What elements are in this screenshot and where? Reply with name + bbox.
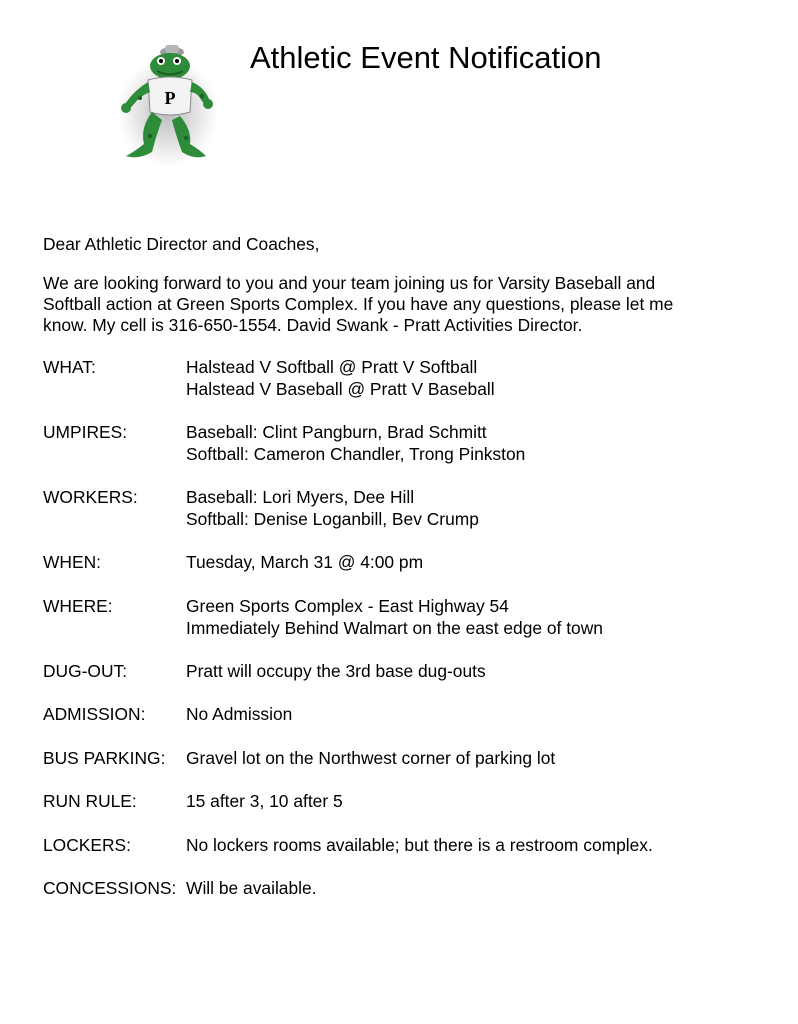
detail-line: Pratt will occupy the 3rd base dug-outs: [186, 661, 486, 681]
detail-label: DUG-OUT:: [43, 661, 128, 681]
detail-label: UMPIRES:: [43, 422, 128, 442]
detail-value: [186, 595, 603, 639]
detail-value: [186, 551, 423, 573]
greeting: Dear Athletic Director and Coaches,: [43, 234, 320, 254]
detail-line: Gravel lot on the Northwest corner of parking lot: [186, 748, 556, 768]
detail-value: [186, 703, 292, 725]
detail-label: WHEN:: [43, 552, 101, 572]
detail-value: [186, 747, 555, 769]
intro-line: We are looking forward to you and your team joining us for Varsity Baseball and: [43, 273, 656, 293]
detail-value: [186, 790, 343, 812]
intro-paragraph: [43, 273, 673, 336]
frog-mascot-logo: [110, 40, 220, 165]
detail-line: Halstead V Softball @ Pratt V Softball: [186, 357, 478, 377]
detail-label: RUN RULE:: [43, 791, 137, 811]
detail-value: [186, 356, 495, 400]
logo-letter: P: [164, 88, 176, 108]
detail-line: Softball: Denise Loganbill, Bev Crump: [186, 509, 479, 529]
detail-line: Softball: Cameron Chandler, Trong Pinkston: [186, 444, 526, 464]
detail-row-concessions: [43, 877, 317, 899]
detail-line: Baseball: Lori Myers, Dee Hill: [186, 487, 415, 507]
detail-line: 15 after 3, 10 after 5: [186, 791, 343, 811]
detail-value: [186, 834, 653, 856]
detail-value: [186, 486, 479, 530]
detail-line: Tuesday, March 31 @ 4:00 pm: [186, 552, 424, 572]
detail-label: WHERE:: [43, 596, 113, 616]
detail-line: Baseball: Clint Pangburn, Brad Schmitt: [186, 422, 487, 442]
detail-label: ADMISSION:: [43, 704, 146, 724]
intro-line: Softball action at Green Sports Complex. If you have any questions, please let me: [43, 294, 674, 314]
detail-label: WHAT:: [43, 357, 96, 377]
detail-line: No lockers rooms available; but there is a restroom complex.: [186, 835, 653, 855]
detail-line: Green Sports Complex - East Highway 54: [186, 596, 509, 616]
detail-label: BUS PARKING:: [43, 748, 166, 768]
detail-label: CONCESSIONS:: [43, 878, 177, 898]
detail-value: [186, 660, 486, 682]
detail-label: WORKERS:: [43, 487, 138, 507]
page-title: Athletic Event Notification: [250, 40, 602, 75]
intro-line: know. My cell is 316-650-1554. David Swank - Pratt Activities Director.: [43, 315, 583, 335]
detail-line: No Admission: [186, 704, 293, 724]
detail-value: Will be available.: [186, 878, 317, 898]
detail-line: Halstead V Baseball @ Pratt V Baseball: [186, 379, 495, 399]
detail-line: Immediately Behind Walmart on the east edge of town: [186, 618, 603, 638]
detail-label: LOCKERS:: [43, 835, 131, 855]
detail-value: [186, 421, 525, 465]
